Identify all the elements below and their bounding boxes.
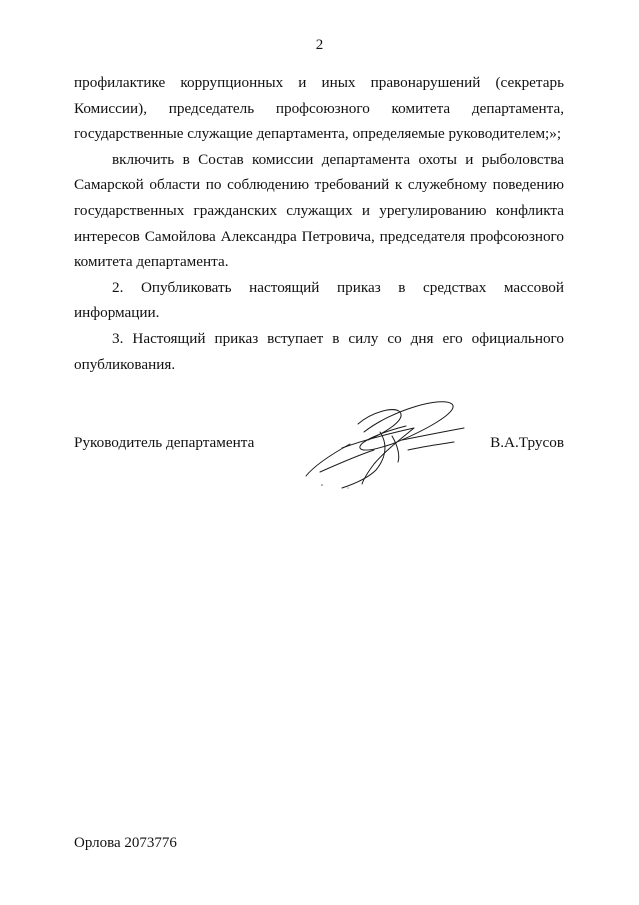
handwritten-signature (302, 392, 472, 492)
page-number: 2 (315, 37, 324, 53)
paragraph-effective: 3. Настоящий приказ вступает в силу со дня его официального опубликования. (74, 329, 564, 373)
paragraph-include-member: включить в Состав комиссии департамента охоты и рыболовства Самарской области по соблюдению требований к служебному поведению государственных гражданских служащих и урегулированию конфликта интересов Самойлова Александра Петровича, председателя профсоюзного комитета департамента. (74, 150, 564, 271)
executor-footer: Орлова 2073776 (74, 835, 177, 851)
document-body (74, 70, 564, 377)
paragraph-publish: 2. Опубликовать настоящий приказ в средствах массовой информации. (74, 278, 564, 322)
paragraph-continuation: профилактике коррупционных и иных правонарушений (секретарь Комиссии), председатель профсоюзного комитета департамента, государственные служащие департамента, определяемые руководителем;»; (74, 74, 564, 143)
signer-name: В.А.Трусов (490, 434, 564, 451)
signer-position: Руководитель департамента (74, 434, 255, 451)
